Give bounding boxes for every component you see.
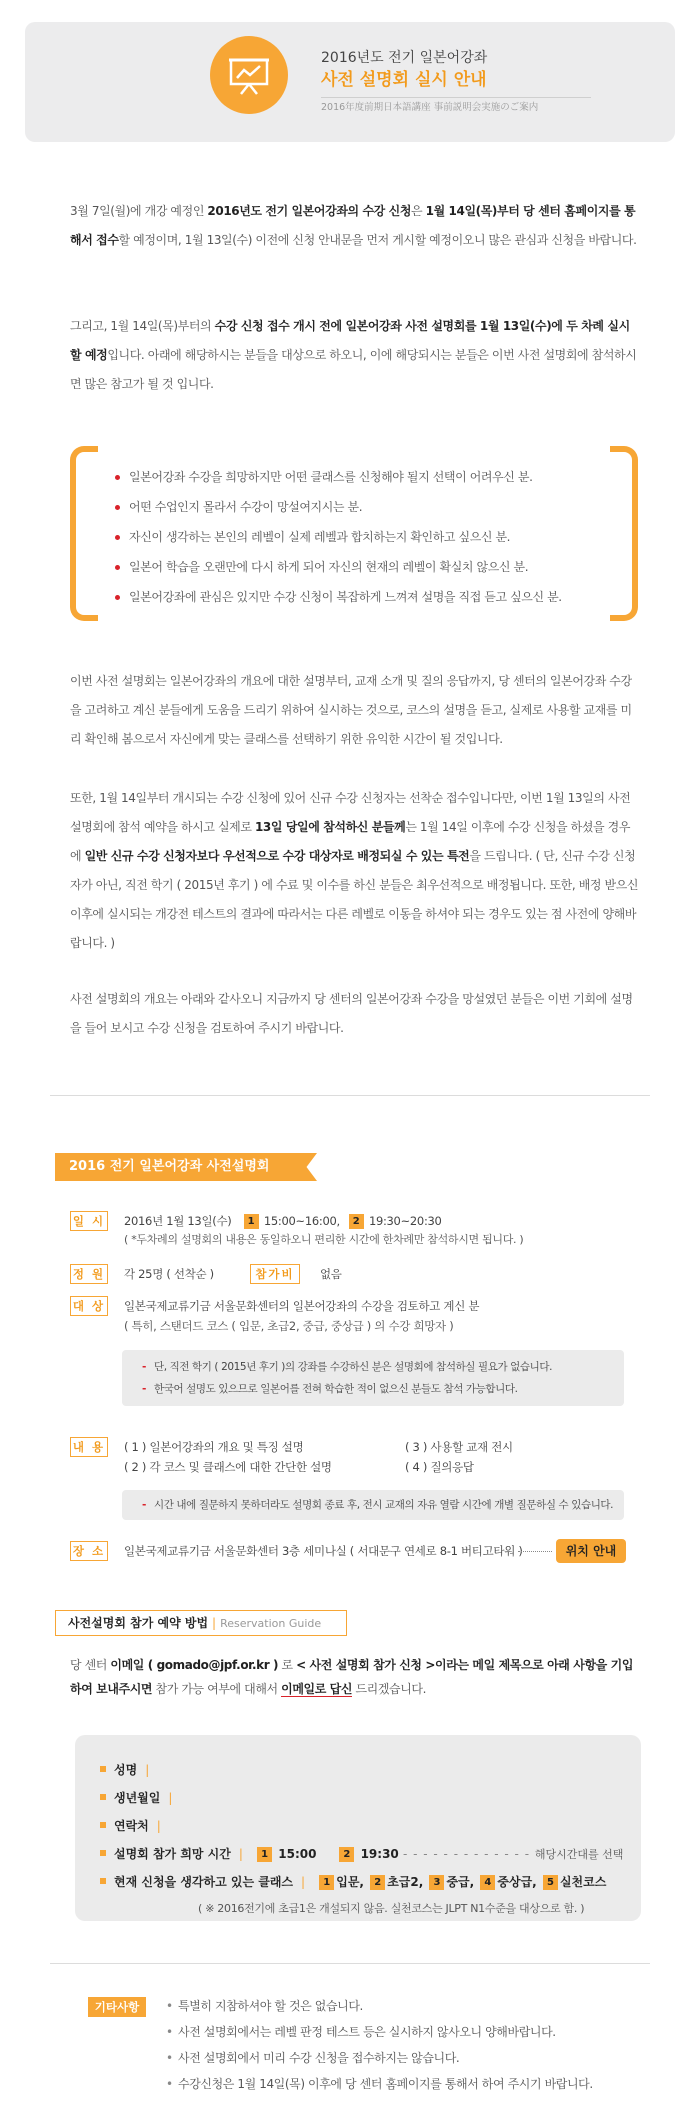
session-2-badge: 2	[349, 1214, 364, 1229]
reservation-title-en: Reservation Guide	[220, 1617, 322, 1630]
location-button[interactable]: 위치 안내	[556, 1539, 626, 1563]
header-divider	[321, 97, 591, 98]
list-item: 자신이 생각하는 본인의 레벨이 실제 레벨과 합치하는지 확인하고 싶으신 분.	[115, 522, 615, 552]
section-banner	[55, 1153, 317, 1181]
intro-paragraph-2: 그리고, 1월 14일(목)부터의 수강 신청 접수 개시 전에 일본어강좌 사전 설명회를 1월 13일(수)에 두 차례 실시할 예정입니다. 아래에 해당하시는 분들을 대상으로 하오니, 이에 해당되시는 분들은 이번 사전 설명회에 참석하시면 많은 참고가 될 것 입니다.	[70, 319, 637, 391]
form-field-birthdate: 생년월일 |	[100, 1789, 180, 1807]
class-note: ( ※ 2016전기에 초급1은 개설되지 않음. 실천코스는 JLPT N1수준을 대상으로 함. )	[198, 1902, 585, 1915]
list-item: 일본어 학습을 오랜만에 다시 하게 되어 자신의 현재의 레벨이 확실치 않으신 분.	[115, 552, 615, 582]
content-note: - 시간 내에 질문하지 못하더라도 설명회 종료 후, 전시 교재의 자유 열람 시간에 개별 질문하실 수 있습니다.	[142, 1496, 613, 1514]
header-japanese-title: 2016年度前期日本語講座 事前説明会実施のご案内	[321, 102, 539, 113]
body-paragraph-4: 또한, 1월 14일부터 개시되는 수강 신청에 있어 신규 수강 신청자는 선착순 접수입니다만, 이번 1월 13일의 사전 설명회에 참석 예약을 하시고 실제로 13일 당일에 참석하신 분들께는 1월 14일 이후에 수강 신청을 하셨을 경우에 일반 신규 수강 신청자보다 우선적으로 수강 대상자로 배정되실 수 있는 특전을 드립니다. ( 단, 신규 수강 신청자가 아닌, 직전 학기 ( 2015년 후기 ) 에 수료 및 이수를 하신 분들은 최우선적으로 배정됩니다. 또한, 배정 받으신 이후에 실시되는 개강전 테스트의 결과에 따라서는 다른 레벨로 이동을 하셔야 되는 경우도 있는 점 사전에 양해바랍니다. )	[70, 791, 639, 950]
form-field-contact: 연락처 |	[100, 1817, 169, 1835]
target-label: 대 상	[70, 1296, 108, 1316]
list-item: 일본어강좌 수강을 희망하지만 어떤 클래스를 신청해야 될지 선택이 어려우신 분.	[115, 462, 615, 492]
target-sub-note-2: - 한국어 설명도 있으므로 일본어를 전혀 학습한 적이 없으신 분들도 참석 가능합니다.	[142, 1380, 518, 1398]
target-note: ( 특히, 스탠더드 코스 ( 입문, 초급2, 중급, 중상급 ) 의 수강 희망자 )	[124, 1319, 454, 1333]
content-item-4: ( 4 ) 질의응답	[405, 1460, 474, 1474]
section-title: 2016 전기 일본어강좌 사전설명회	[69, 1159, 270, 1174]
header-title: 2016년도 전기 일본어강좌	[321, 50, 488, 66]
list-item: • 사전 설명회에서 미리 수강 신청을 접수하지는 않습니다.	[166, 2045, 593, 2071]
capacity-label: 정 원	[70, 1264, 108, 1284]
etc-list	[166, 1993, 593, 2097]
section-divider	[50, 1095, 650, 1096]
header-subtitle: 사전 설명회 실시 안내	[321, 70, 487, 90]
place-value: 일본국제교류기금 서울문화센터 3층 세미나실 ( 서대문구 연세로 8-1 버티고타워 )	[124, 1544, 523, 1558]
content-label: 내 용	[70, 1437, 108, 1457]
intro-paragraph-1: 3월 7일(월)에 개강 예정인 2016년도 전기 일본어강좌의 수강 신청은 1월 14일(목)부터 당 센터 홈페이지를 통해서 접수할 예정이며, 1월 13일(수) 이전에 신청 안내문을 먼저 게시할 예정이오니 많은 관심과 신청을 바랍니다.	[70, 204, 637, 247]
session-1-badge: 1	[244, 1214, 259, 1229]
reservation-paragraph: 당 센터 이메일 ( gomado@jpf.or.kr ) 로 < 사전 설명회 참가 신청 >이라는 메일 제목으로 아래 사항을 기입하여 보내주시면 참가 가능 여부에 대해서 이메일로 답신 드리겠습니다.	[70, 1658, 634, 1696]
target-sub-note-1: - 단, 직전 학기 ( 2015년 후기 )의 강좌를 수강하신 분은 설명회에 참석하실 필요가 없습니다.	[142, 1358, 552, 1376]
reservation-title-box: 사전설명회 참가 예약 방법 | Reservation Guide	[55, 1610, 347, 1636]
target-audience-list	[115, 462, 615, 612]
list-item: • 특별히 지참하셔야 할 것은 없습니다.	[166, 1993, 593, 2019]
header-banner	[25, 22, 675, 142]
leader-dots	[518, 1551, 552, 1552]
etc-label: 기타사항	[88, 1997, 146, 2017]
fee-value: 없음	[320, 1267, 342, 1281]
capacity-value: 각 25명 ( 선착순 )	[124, 1267, 214, 1281]
form-field-class: 현재 신청을 생각하고 있는 클래스 | 1 입문, 2 초급2, 3 중급, 4 중상급, 5 실천코스	[100, 1873, 606, 1891]
content-item-2: ( 2 ) 각 코스 및 클래스에 대한 간단한 설명	[124, 1460, 332, 1474]
body-paragraph-3: 이번 사전 설명회는 일본어강좌의 개요에 대한 설명부터, 교재 소개 및 질의 응답까지, 당 센터의 일본어강좌 수강을 고려하고 계신 분들에게 도움을 드리기 위하여 실시하는 것으로, 코스의 설명을 듣고, 실제로 사용할 교재를 미리 확인해 봄으로서 자신에게 맞는 클래스를 선택하기 위한 유익한 시간이 될 것입니다.	[70, 674, 632, 746]
date-label: 일 시	[70, 1211, 108, 1231]
list-item: • 수강신청은 1월 14일(목) 이후에 당 센터 홈페이지를 통해서 하여 주시기 바랍니다.	[166, 2071, 593, 2097]
list-item: 일본어강좌에 관심은 있지만 수강 신청이 복잡하게 느껴져 설명을 직접 듣고 싶으신 분.	[115, 582, 615, 612]
section-divider	[50, 1963, 650, 1964]
place-label: 장 소	[70, 1541, 108, 1561]
bracket-left	[70, 446, 98, 621]
target-value: 일본국제교류기금 서울문화센터의 일본어강좌의 수강을 검토하고 계신 분	[124, 1299, 480, 1313]
form-field-name: 성명 |	[100, 1761, 157, 1779]
date-value: 2016년 1월 13일(수) 1 15:00~16:00, 2 19:30~20:30	[124, 1214, 442, 1228]
date-note: ( *두차례의 설명회의 내용은 동일하오니 편리한 시간에 한차례만 참석하시면 됩니다. )	[124, 1233, 524, 1246]
fee-label: 참가비	[250, 1264, 300, 1284]
form-field-time: 설명회 참가 희망 시간 | 1 15:00 2 19:30 - - - - - - - - - - - - - 해당시간대를 선택	[100, 1845, 623, 1864]
list-item: 어떤 수업인지 몰라서 수강이 망설여지시는 분.	[115, 492, 615, 522]
body-paragraph-5: 사전 설명회의 개요는 아래와 같사오니 지금까지 당 센터의 일본어강좌 수강을 망설였던 분들은 이번 기회에 설명을 들어 보시고 수강 신청을 검토하여 주시기 바랍니다.	[70, 992, 633, 1035]
content-item-1: ( 1 ) 일본어강좌의 개요 및 특징 설명	[124, 1440, 304, 1454]
reservation-title: 사전설명회 참가 예약 방법	[68, 1616, 209, 1630]
content-item-3: ( 3 ) 사용할 교재 전시	[405, 1440, 513, 1454]
list-item: • 사전 설명회에서는 레벨 판정 테스트 등은 실시하지 않사오니 양해바랍니다.	[166, 2019, 593, 2045]
presentation-board-icon	[210, 36, 288, 114]
